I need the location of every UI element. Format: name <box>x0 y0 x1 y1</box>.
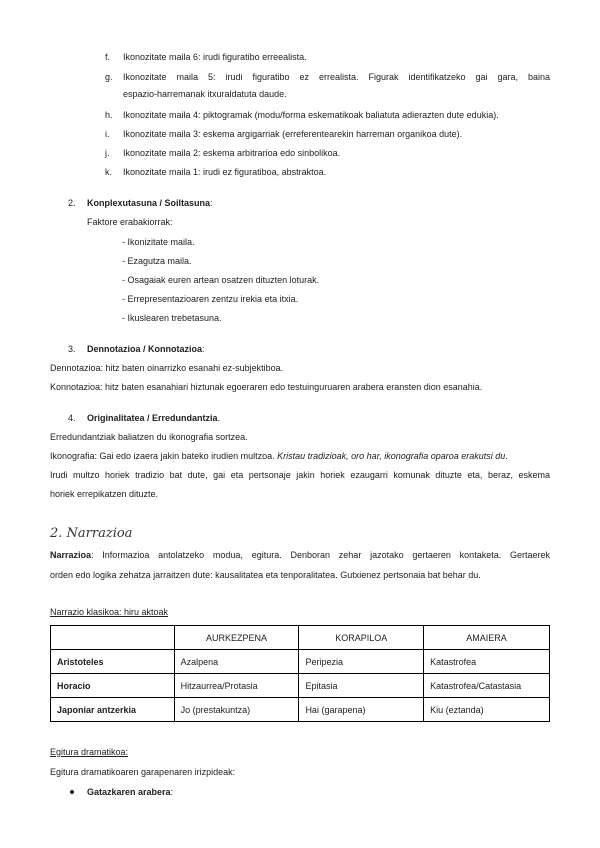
factor-item: - Ezagutza maila. <box>122 256 192 266</box>
table-row-head: Horacio <box>51 674 175 698</box>
table-caption: Narrazio klasikoa: hiru aktoak <box>50 607 169 617</box>
table-cell: Hai (garapena) <box>299 698 424 722</box>
list-item-f: Ikonozitate maila 6: irudi figuratibo erreealista. <box>123 52 307 62</box>
section-4-title: Originalitatea / Erredundantzia <box>87 413 218 423</box>
narrazioa-heading: 2. Narrazioa <box>50 526 133 541</box>
list-marker-f: f. <box>105 52 111 62</box>
table-cell: Azalpena <box>174 650 299 674</box>
list-marker-j: j. <box>105 148 110 158</box>
narrazioa-line1 <box>50 549 550 561</box>
ikonografia-dot: . <box>505 451 508 461</box>
table-header-cell: KORAPILOA <box>299 626 424 650</box>
ikonografia-definition <box>50 450 508 462</box>
table-row <box>51 674 550 698</box>
narrazioa-term: Narrazioa <box>50 550 92 560</box>
table-header-cell: AURKEZPENA <box>174 626 299 650</box>
factors-intro: Faktore erabakiorrak: <box>87 217 173 227</box>
table-header-cell: AMAIERA <box>424 626 550 650</box>
section-4-dot: . <box>217 413 221 423</box>
section-4-heading <box>87 412 220 424</box>
table-row-head: Japoniar antzerkia <box>51 698 175 722</box>
irudi-multzo-line2: horiek errepikatzen dituzte. <box>50 489 159 499</box>
list-item-g-line2: espazio-harremanak itxuraldatuta daude. <box>123 89 287 99</box>
table-cell: Epitasia <box>299 674 424 698</box>
table-cell: Katastrofea/Catastasia <box>424 674 550 698</box>
narrazioa-line2: orden edo logika zehatza jarraitzen dute: kausalitatea eta tenporalitatea. Gutxienez pertsonaia bat behar du. <box>50 570 481 580</box>
factor-item: - Osagaiak euren artean osatzen dituzten loturak. <box>122 275 320 285</box>
table-cell: Katastrofea <box>424 650 550 674</box>
table-cell: Kiu (eztanda) <box>424 698 550 722</box>
egitura-intro: Egitura dramatikoaren garapenaren irizpideak: <box>50 767 236 777</box>
erredundantzia-text: Erredundantziak baliatzen du ikonografia sortzea. <box>50 432 248 442</box>
bullet-icon <box>70 790 74 794</box>
table-cell: Hitzaurrea/Protasia <box>174 674 299 698</box>
table-header-cell <box>51 626 175 650</box>
section-3-heading <box>87 343 205 355</box>
ikonografia-text: Ikonografia: Gai edo izaera jakin bateko irudien multzoa. <box>50 451 278 461</box>
table-header-row <box>51 626 550 650</box>
factor-item: - Errepresentazioaren zentzu irekia eta itxia. <box>122 294 299 304</box>
section-2-heading <box>87 197 213 209</box>
factor-item: - Ikonizitate maila. <box>122 237 195 247</box>
section-4-number: 4. <box>68 413 76 423</box>
section-3-number: 3. <box>68 344 76 354</box>
list-item-j: Ikonozitate maila 2: eskema arbitrarioa edo sinbolikoa. <box>123 148 341 158</box>
section-2-number: 2. <box>68 198 76 208</box>
list-marker-i: i. <box>105 129 110 139</box>
irudi-multzo-line1: Irudi multzo horiek tradizio bat dute, gai eta pertsonaje jakin horiek ezaugarri komunak dituzte eta, beraz, eskema <box>50 470 550 480</box>
section-2-colon: : <box>210 198 213 208</box>
section-3-colon: : <box>202 344 205 354</box>
section-3-title: Dennotazioa / Konnotazioa <box>87 344 203 354</box>
gatazka-colon: : <box>170 787 174 797</box>
section-2-title: Konplexutasuna / Soiltasuna <box>87 198 211 208</box>
egitura-title: Egitura dramatikoa: <box>50 747 129 757</box>
list-item-h: Ikonozitate maila 4: piktogramak (modu/forma eskematikoak baliatuta adierazten dute edukia). <box>123 110 499 120</box>
table-row <box>51 650 550 674</box>
list-marker-g: g. <box>105 72 113 82</box>
ikonografia-example: Kristau tradizioak, oro har, ikonografia oparoa erakutsi du <box>277 451 506 461</box>
list-marker-k: k. <box>105 167 113 177</box>
list-marker-h: h. <box>105 110 113 120</box>
table-row <box>51 698 550 722</box>
list-item-i: Ikonozitate maila 3: eskema argigarriak (erreferentearekin harreman organikoa dute). <box>123 129 463 139</box>
gatazka-term: Gatazkaren arabera <box>87 787 171 797</box>
table-cell: Peripezia <box>299 650 424 674</box>
list-item-k: Ikonozitate maila 1: irudi ez figuratiboa, abstraktoa. <box>123 167 327 177</box>
table-cell: Jo (prestakuntza) <box>174 698 299 722</box>
factor-item: - Ikuslearen trebetasuna. <box>122 313 222 323</box>
gatazka-bullet <box>87 786 173 798</box>
list-item-g-line1: Ikonozitate maila 5: irudi figuratibo ez errealista. Figurak identifikatzeko gai gara, baina <box>123 72 550 82</box>
three-acts-table <box>50 625 550 722</box>
table-row-head: Aristoteles <box>51 650 175 674</box>
dennotazioa-definition: Dennotazioa: hitz baten oinarrizko esanahi ez-subjektiboa. <box>50 363 284 373</box>
konnotazioa-definition: Konnotazioa: hitz baten esanahiari hiztunak egoeraren edo testuinguruaren arabera eransten dion esanahia. <box>50 382 483 392</box>
narrazioa-definition: : Informazioa antolatzeko modua, egitura. Denboran zehar jazotako gertaeren kontaketa. Gertaerek <box>91 550 550 560</box>
